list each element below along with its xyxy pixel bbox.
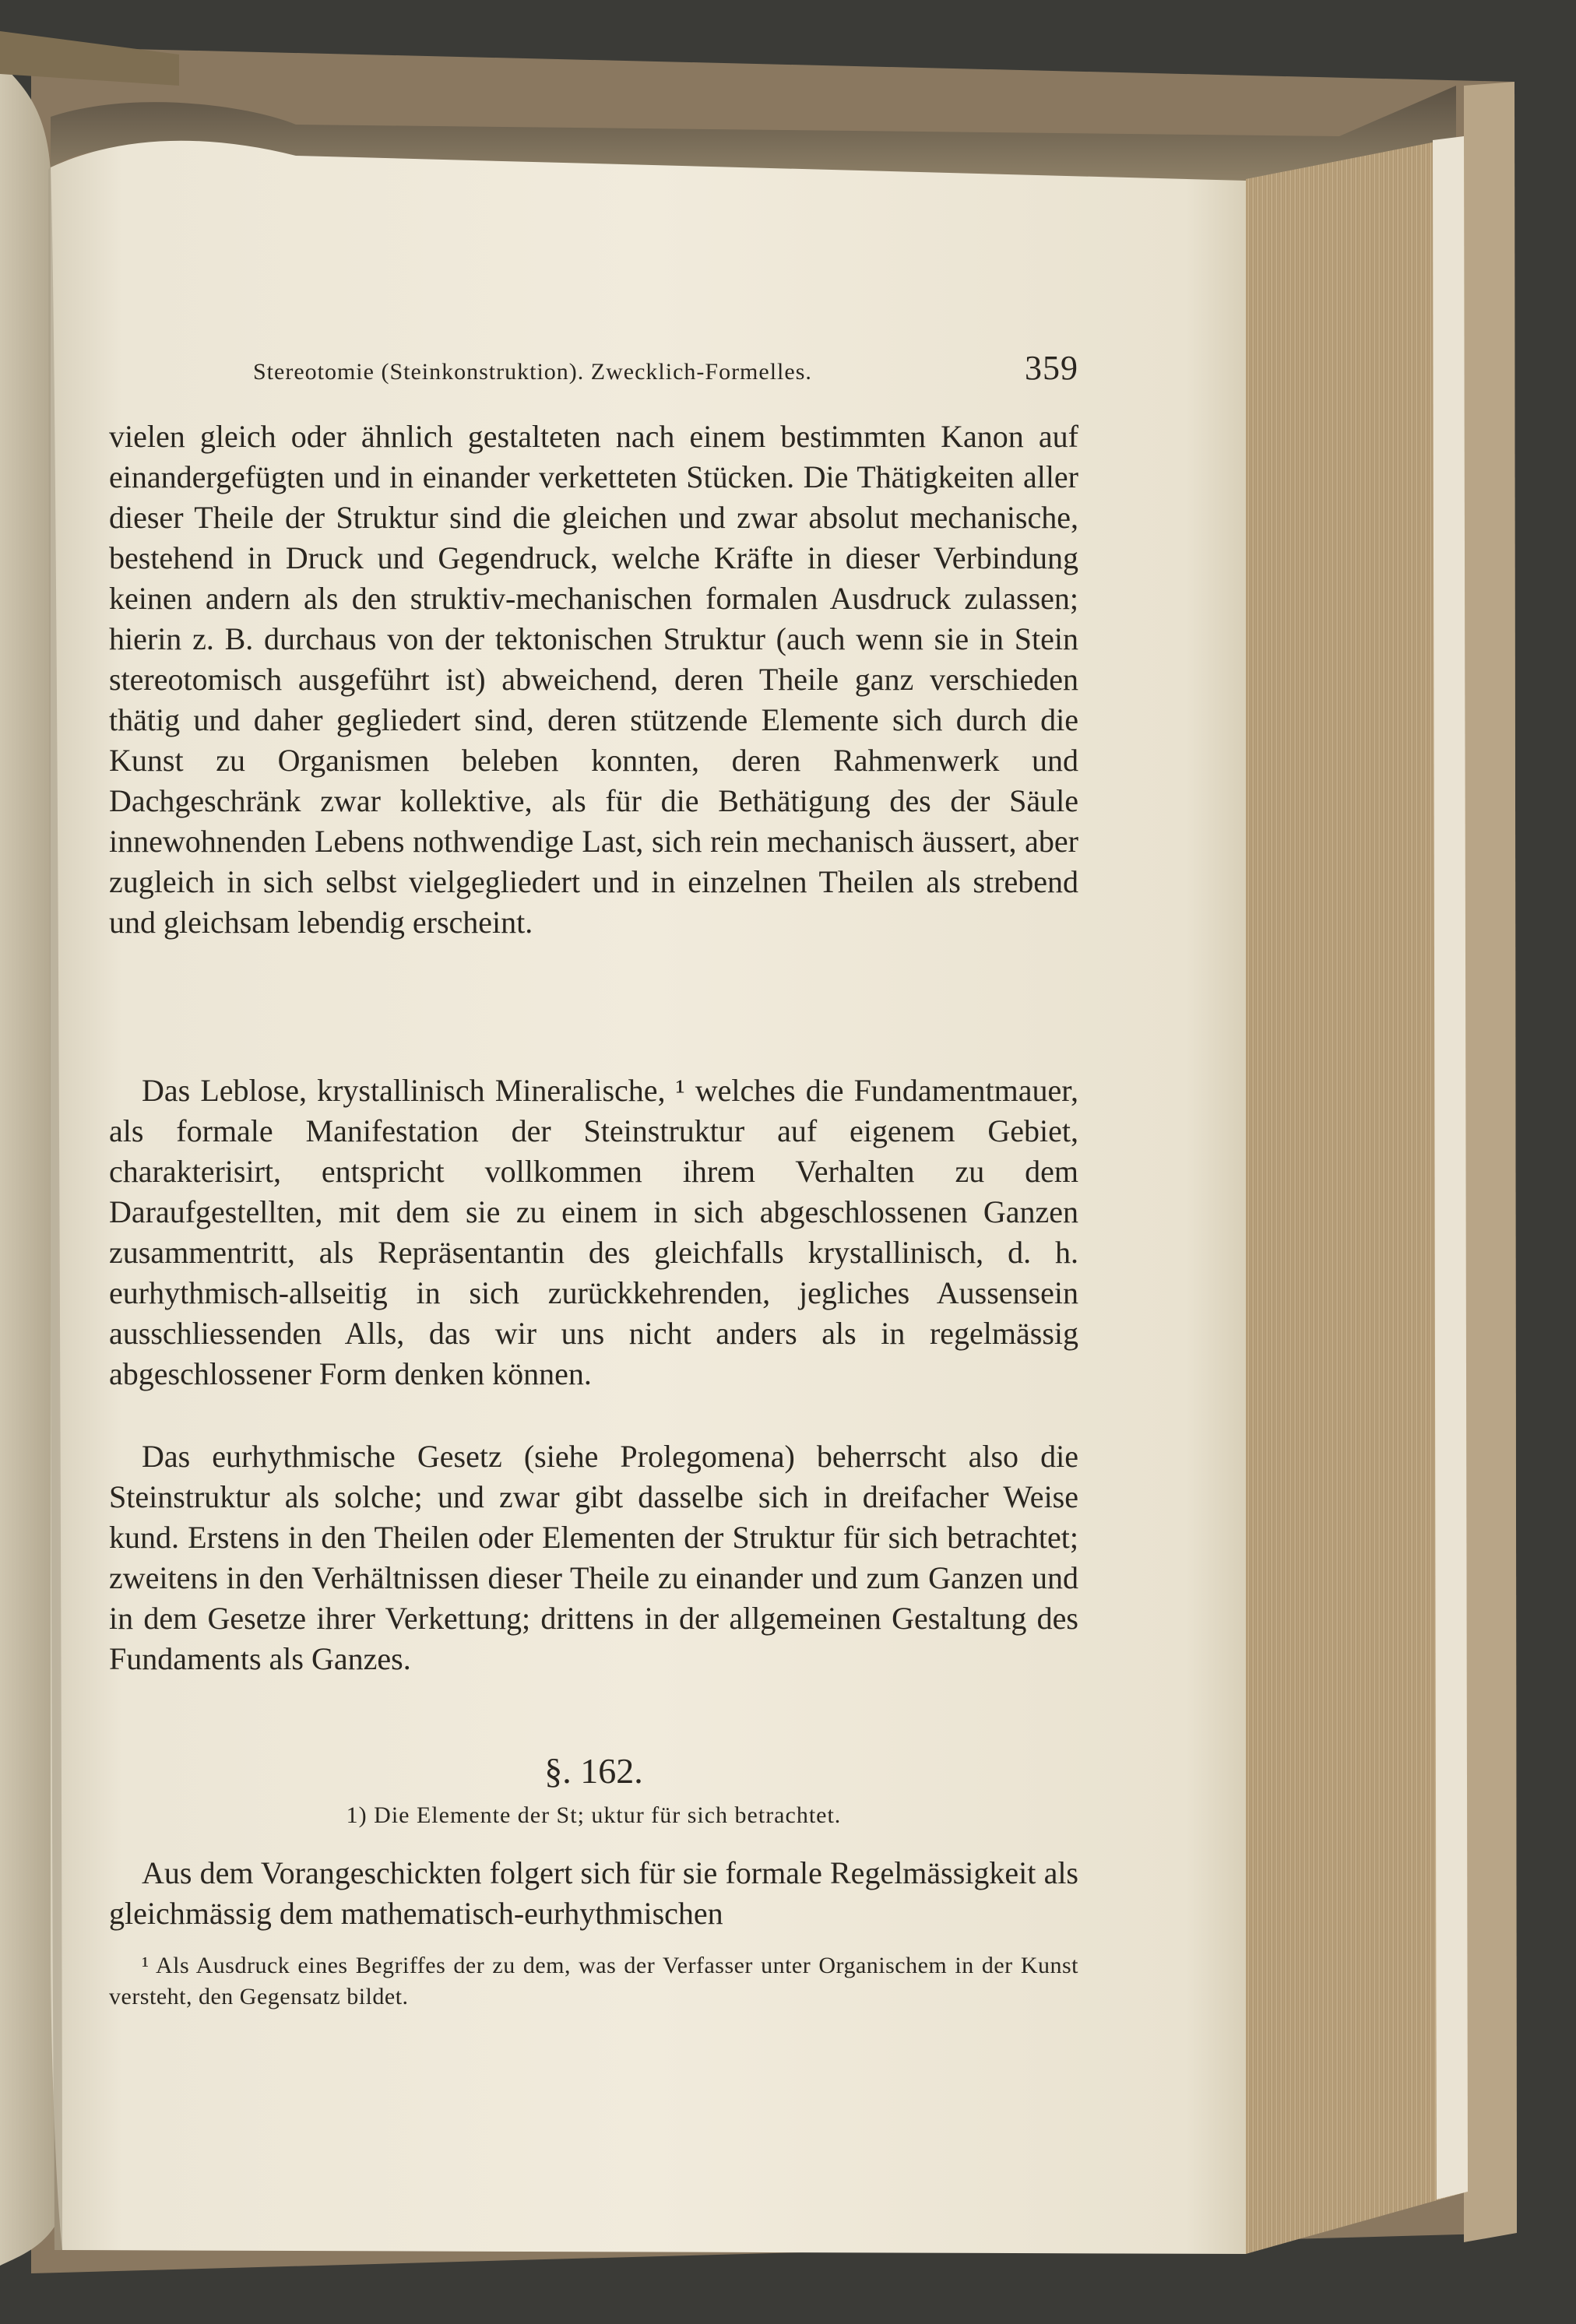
facing-page	[0, 62, 55, 2266]
paragraph-1: vielen gleich oder ähnlich gestalteten nach einem bestimmten Kanon auf einandergefügten und in einander verketteten Stücken. Die Thätigkeiten aller dieser Theile der Struktur sind die gleichen und zwar absolut mechanische, bestehend in Druck und Gegendruck, welche Kräfte in dieser Verbindung keinen andern als den struktiv-mechanischen formalen Ausdruck zulassen; hierin z. B. durchaus von der tektonischen Struktur (auch wenn sie in Stein stereotomisch ausgeführt ist) abweichend, deren Theile ganz verschieden thätig und daher gegliedert sind, deren stützende Elemente sich durch die Kunst zu Organismen beleben konnten, deren Rahmenwerk und Dachgeschränk zwar kollektive, als für die Bethätigung des der Säule innewohnenden Lebens nothwendige Last, sich rein mechanisch äussert, aber zugleich in sich selbst vielgegliedert und in einzelnen Theilen als strebend und gleichsam lebendig erscheint.	[109, 419, 1078, 940]
board-edge	[1464, 82, 1517, 2242]
running-head-title: Stereotomie (Steinkonstruktion). Zwecklich-Formelles.	[253, 359, 812, 385]
page-text	[109, 331, 1078, 2052]
footnote: ¹ Als Ausdruck eines Begriffes der zu dem, was der Verfasser unter Organischem in der Kunst versteht, den Gegensatz bildet.	[109, 1953, 1078, 2009]
paragraph-2: Das Leblose, krystallinisch Mineralische, ¹ welches die Fundamentmauer, als formale Manifestation der Steinstruktur auf eigenem Gebiet, charakterisirt, entspricht vollkommen ihrem Verhalten zu dem Daraufgestellten, mit dem sie zu einem in sich abgeschlossenen Ganzen zusammentritt, als Repräsentantin des gleichfalls krystallinisch, d. h. eurhythmisch-allseitig in sich zurückkehrenden, jegliches Aussensein ausschliessenden Alls, das wir uns nicht anders als in regelmässig abgeschlossener Form denken können.	[109, 1073, 1078, 1391]
running-head	[253, 343, 1078, 390]
section-title: 1) Die Elemente der St; uktur für sich betrachtet.	[346, 1802, 842, 1828]
loose-leaves	[1433, 136, 1468, 2199]
page-number: 359	[1025, 349, 1078, 387]
paragraph-4: Aus dem Vorangeschickten folgert sich für sie formale Regelmässigkeit als gleichmässig dem mathematisch-eurhythmischen	[109, 1855, 1078, 1931]
section-number: §. 162.	[544, 1751, 643, 1791]
paragraph-3: Das eurhythmische Gesetz (siehe Prolegomena) beherrscht also die Steinstruktur als solche; und zwar gibt dasselbe sich in dreifacher Weise kund. Erstens in den Theilen oder Elementen der Struktur für sich betrachtet; zweitens in den Verhältnissen dieser Theile zu einander und zum Ganzen und in dem Gesetze ihrer Verkettung; drittens in der allgemeinen Gestaltung des Fundaments als Ganzes.	[109, 1439, 1078, 1676]
